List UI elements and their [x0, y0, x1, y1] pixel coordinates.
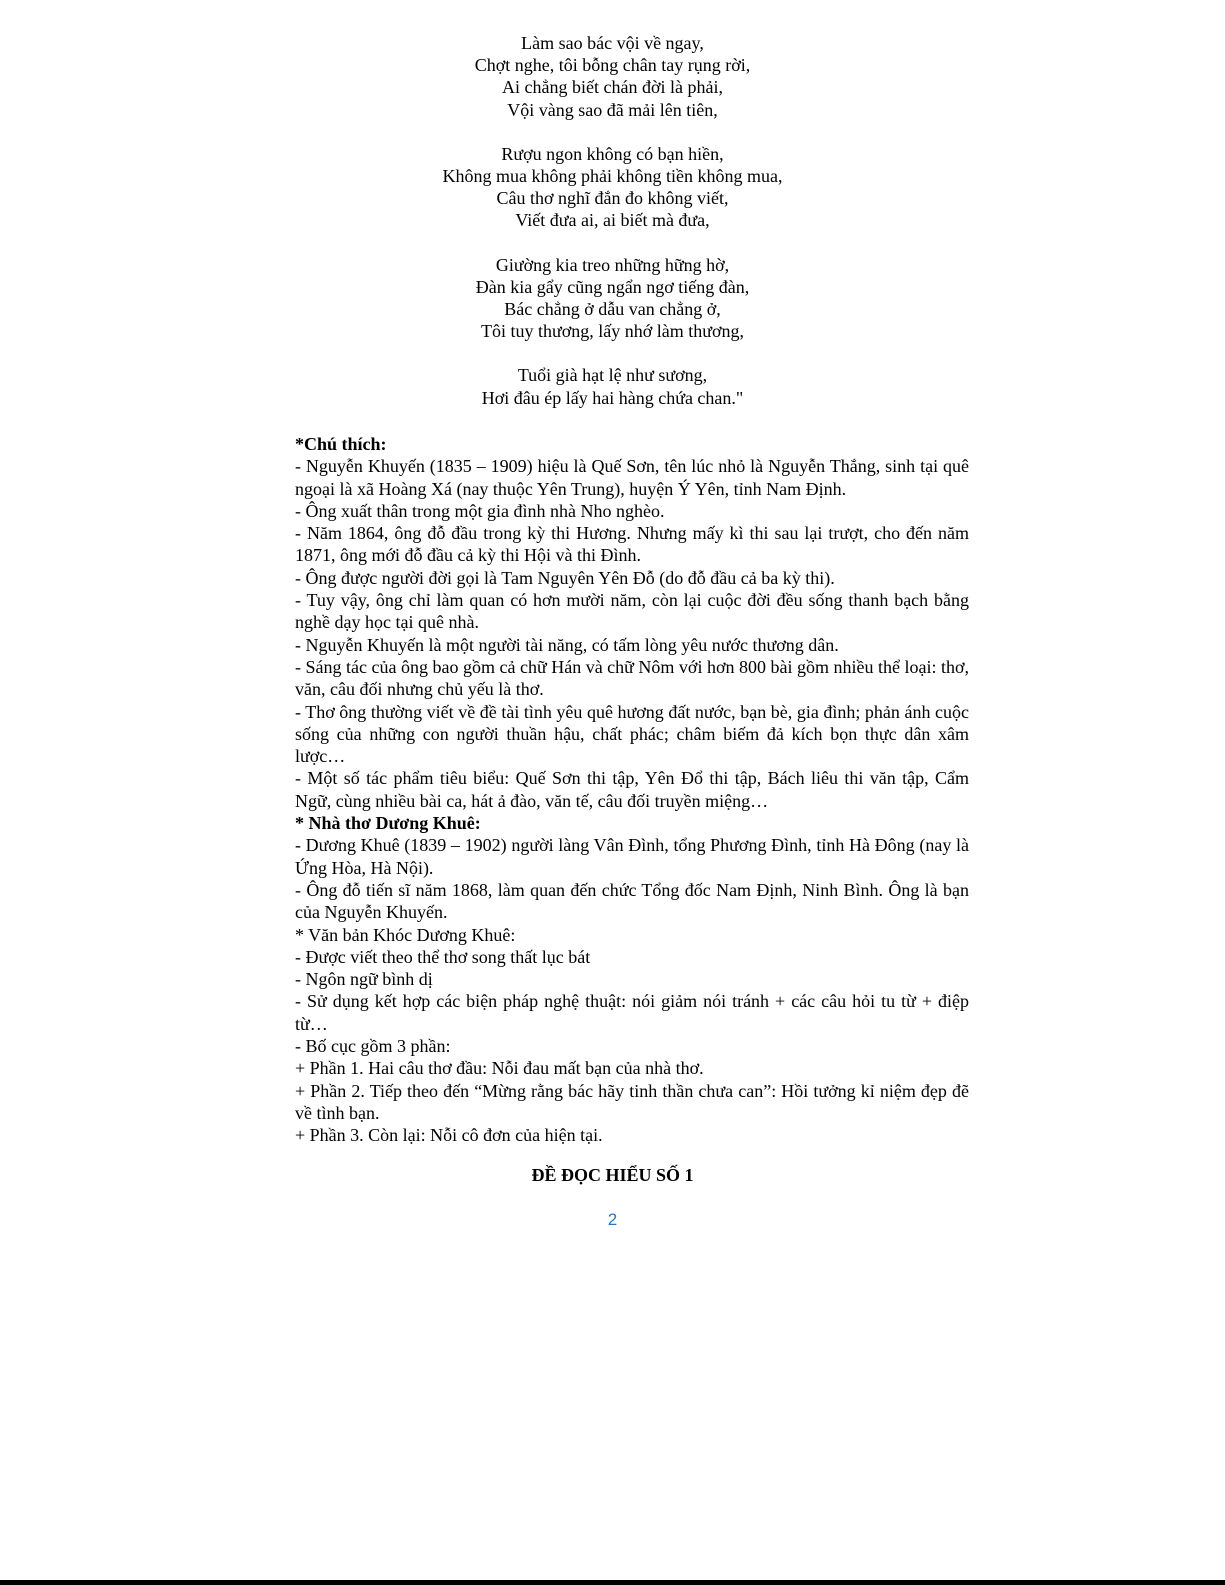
note-paragraph: - Tuy vậy, ông chỉ làm quan có hơn mười năm, còn lại cuộc đời đều sống thanh bạch bằng nghề dạy học tại quê nhà. — [295, 590, 969, 633]
poem-line: Giường kia treo những hững hờ, — [495, 254, 730, 275]
note-paragraph: - Ông được người đời gọi là Tam Nguyên Yên Đỗ (do đỗ đầu cả ba kỳ thi). — [295, 567, 835, 588]
note-paragraph: - Một số tác phẩm tiêu biểu: Quế Sơn thi tập, Yên Đổ thi tập, Bách liêu thi văn tập, Cẩm Ngữ, cùng nhiều bài ca, hát ả đào, văn tế, câu đối truyền miệng… — [295, 768, 969, 811]
poem — [0, 32, 1225, 431]
note-paragraph: + Phần 2. Tiếp theo đến “Mừng rằng bác hãy tinh thần chưa can”: Hồi tưởng kỉ niệm đẹp đẽ về tình bạn. — [295, 1080, 969, 1123]
page-number: 2 — [607, 1210, 618, 1229]
note-paragraph: - Ngôn ngữ bình dị — [295, 969, 433, 990]
bottom-border — [0, 1580, 1225, 1585]
poem-line: Làm sao bác vội về ngay, — [521, 33, 704, 53]
section-title: ĐỀ ĐỌC HIỂU SỐ 1 — [531, 1165, 694, 1185]
poem-line: Vội vàng sao đã mải lên tiên, — [507, 99, 718, 120]
note-paragraph: - Nguyễn Khuyến (1835 – 1909) hiệu là Quế Sơn, tên lúc nhỏ là Nguyễn Thắng, sinh tại quê ngoại là xã Hoàng Xá (nay thuộc Yên Trung), huyện Ý Yên, tỉnh Nam Định. — [295, 456, 969, 499]
poem-line: Chợt nghe, tôi bỗng chân tay rụng rời, — [474, 55, 751, 76]
poem-line: Rượu ngon không có bạn hiền, — [501, 143, 724, 164]
poem-line: Tôi tuy thương, lấy nhớ làm thương, — [480, 321, 745, 342]
note-paragraph: - Thơ ông thường viết về đề tài tình yêu quê hương đất nước, bạn bè, gia đình; phản ánh cuộc sống của những con người thuần hậu, chất phác; châm biếm đả kích bọn thực dân xâm lược… — [295, 701, 969, 767]
note-paragraph: - Bố cục gồm 3 phần: — [295, 1036, 451, 1057]
note-paragraph: - Năm 1864, ông đỗ đầu trong kỳ thi Hương. Nhưng mấy kì thi sau lại trượt, cho đến năm 1871, ông mới đỗ đầu cả kỳ thi Hội và thi Đình. — [295, 523, 969, 566]
notes-heading: *Chú thích: — [295, 434, 387, 454]
note-paragraph: - Dương Khuê (1839 – 1902) người làng Vân Đình, tổng Phương Đình, tỉnh Hà Đông (nay là Ứng Hòa, Hà Nội). — [295, 835, 969, 878]
note-paragraph: - Ông xuất thân trong một gia đình nhà Nho nghèo. — [295, 500, 665, 521]
note-paragraph: + Phần 1. Hai câu thơ đầu: Nỗi đau mất bạn của nhà thơ. — [295, 1058, 704, 1079]
poem-line: Bác chẳng ở dẫu van chẳng ở, — [504, 299, 721, 320]
poem-line: Đàn kia gẩy cũng ngẩn ngơ tiếng đàn, — [475, 276, 750, 297]
poem-stanza — [0, 364, 1225, 408]
notes-section — [295, 433, 969, 1147]
poem-stanza — [0, 143, 1225, 232]
note-paragraph: - Được viết theo thể thơ song thất lục bát — [295, 946, 591, 967]
poem-line: Ai chẳng biết chán đời là phải, — [502, 77, 723, 98]
poem-line: Viết đưa ai, ai biết mà đưa, — [515, 210, 710, 231]
poem-line: Tuổi già hạt lệ như sương, — [517, 365, 708, 386]
poem-stanza — [0, 254, 1225, 343]
poem-line: Không mua không phải không tiền không mua, — [442, 166, 783, 187]
poet-heading: * Nhà thơ Dương Khuê: — [295, 813, 481, 834]
poem-line: Câu thơ nghĩ đắn đo không viết, — [496, 188, 729, 209]
note-paragraph: - Sử dụng kết hợp các biện pháp nghệ thuật: nói giảm nói tránh + các câu hỏi tu từ + điệp từ… — [295, 991, 969, 1034]
poem-line: Hơi đâu ép lấy hai hàng chứa chan." — [481, 387, 744, 408]
note-paragraph: - Nguyễn Khuyến là một người tài năng, có tấm lòng yêu nước thương dân. — [295, 634, 839, 655]
text-heading: * Văn bản Khóc Dương Khuê: — [295, 924, 516, 945]
note-paragraph: - Ông đỗ tiến sĩ năm 1868, làm quan đến chức Tổng đốc Nam Định, Ninh Bình. Ông là bạn của Nguyễn Khuyến. — [295, 879, 969, 923]
poem-stanza — [0, 32, 1225, 121]
note-paragraph: - Sáng tác của ông bao gồm cả chữ Hán và chữ Nôm với hơn 800 bài gồm nhiều thể loại: thơ, văn, câu đối nhưng chủ yếu là thơ. — [295, 656, 969, 700]
note-paragraph: + Phần 3. Còn lại: Nỗi cô đơn của hiện tại. — [295, 1125, 603, 1146]
